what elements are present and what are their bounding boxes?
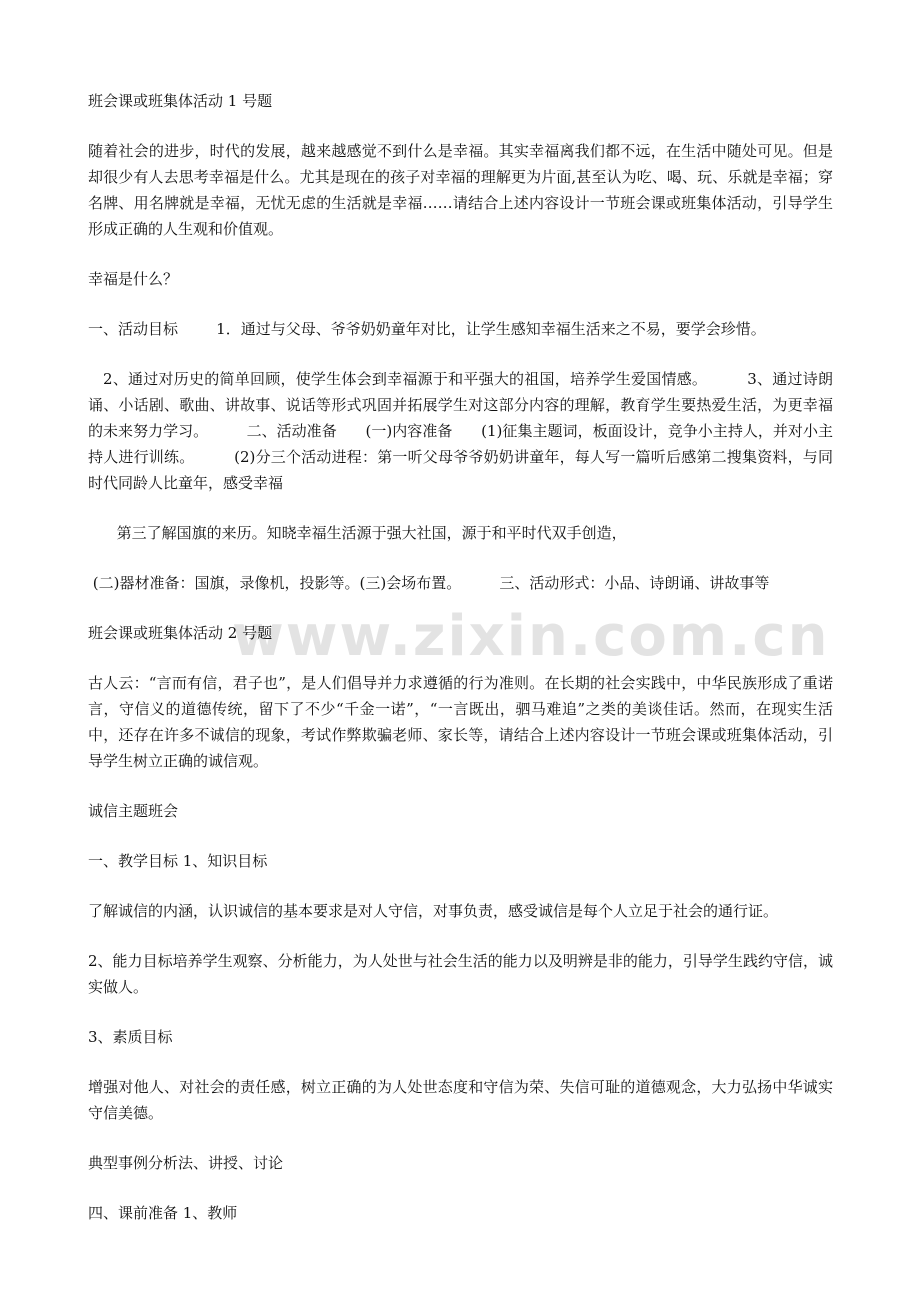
knowledge-goal: 了解诚信的内涵，认识诚信的基本要求是对人守信，对事负责，感受诚信是每个人立足于社会的通行证。 bbox=[88, 902, 779, 920]
heading-integrity: 诚信主题班会 bbox=[88, 802, 179, 820]
quality-goal: 增强对他人、对社会的责任感，树立正确的为人处世态度和守信为荣、失信可耻的道德观念，大力弘扬中华诚实守信美德。 bbox=[88, 1078, 833, 1122]
document-body bbox=[88, 88, 833, 1226]
ability-goal: 2、能力目标培养学生观察、分析能力，为人处世与社会生活的能力以及明辨是非的能力，引导学生践约守信，诚实做人。 bbox=[88, 952, 833, 996]
teaching-goal-heading: 一、教学目标 1、知识目标 bbox=[88, 852, 268, 870]
quality-goal-heading: 3、素质目标 bbox=[88, 1028, 173, 1046]
preparation-heading: 四、课前准备 1、教师 bbox=[88, 1204, 238, 1222]
activity-details: 2、通过对历史的简单回顾，使学生体会到幸福源于和平强大的祖国，培养学生爱国情感。 3、通过诗朗诵、小话剧、歌曲、讲故事、说话等形式巩固并拓展学生对这部分内容的理解，教育学生要热爱生活，为更幸福的未来努力学习。 二、活动准备 (一)内容准备 (1)征集主题词，板面设计，竞争小主持人，并对小主持人进行训练。 (2)分三个活动进程：第一听父母爷爷奶奶讲童年，每人写一篇听后感第二搜集资料，与同时代同龄人比童年，感受幸福 bbox=[88, 370, 833, 492]
prompt-paragraph-2: 古人云：“言而有信，君子也”，是人们倡导并力求遵循的行为准则。在长期的社会实践中，中华民族形成了重诺言，守信义的道德传统，留下了不少“千金一诺”，“一言既出，驷马难追”之类的美谈佳话。然而，在现实生活中，还存在许多不诚信的现象，考试作弊欺骗老师、家长等，请结合上述内容设计一节班会课或班集体活动，引导学生树立正确的诚信观。 bbox=[88, 674, 833, 770]
activity-step-3: 第三了解国旗的来历。知晓幸福生活源于强大社国，源于和平时代双手创造， bbox=[88, 524, 627, 542]
activity-goal-1: 一、活动目标 1．通过与父母、爷爷奶奶童年对比，让学生感知幸福生活来之不易，要学会珍惜。 bbox=[88, 320, 766, 338]
teaching-methods: 典型事例分析法、讲授、讨论 bbox=[88, 1154, 284, 1172]
section-title-1: 班会课或班集体活动 1 号题 bbox=[88, 92, 273, 110]
heading-happiness: 幸福是什么？ bbox=[88, 270, 179, 288]
equipment-preparation: (二)器材准备：国旗，录像机，投影等。(三)会场布置。 三、活动形式：小品、诗朗诵、讲故事等 bbox=[88, 574, 770, 592]
watermark: www.zixin.com.cn bbox=[232, 604, 830, 669]
prompt-paragraph-1: 随着社会的进步，时代的发展，越来越感觉不到什么是幸福。其实幸福离我们都不远，在生活中随处可见。但是却很少有人去思考幸福是什么。尤其是现在的孩子对幸福的理解更为片面,甚至认为吃、喝、玩、乐就是幸福；穿名牌、用名牌就是幸福，无忧无虑的生活就是幸福……请结合上述内容设计一节班会课或班集体活动，引导学生形成正确的人生观和价值观。 bbox=[88, 142, 833, 238]
section-title-2: 班会课或班集体活动 2 号题 bbox=[88, 624, 273, 642]
